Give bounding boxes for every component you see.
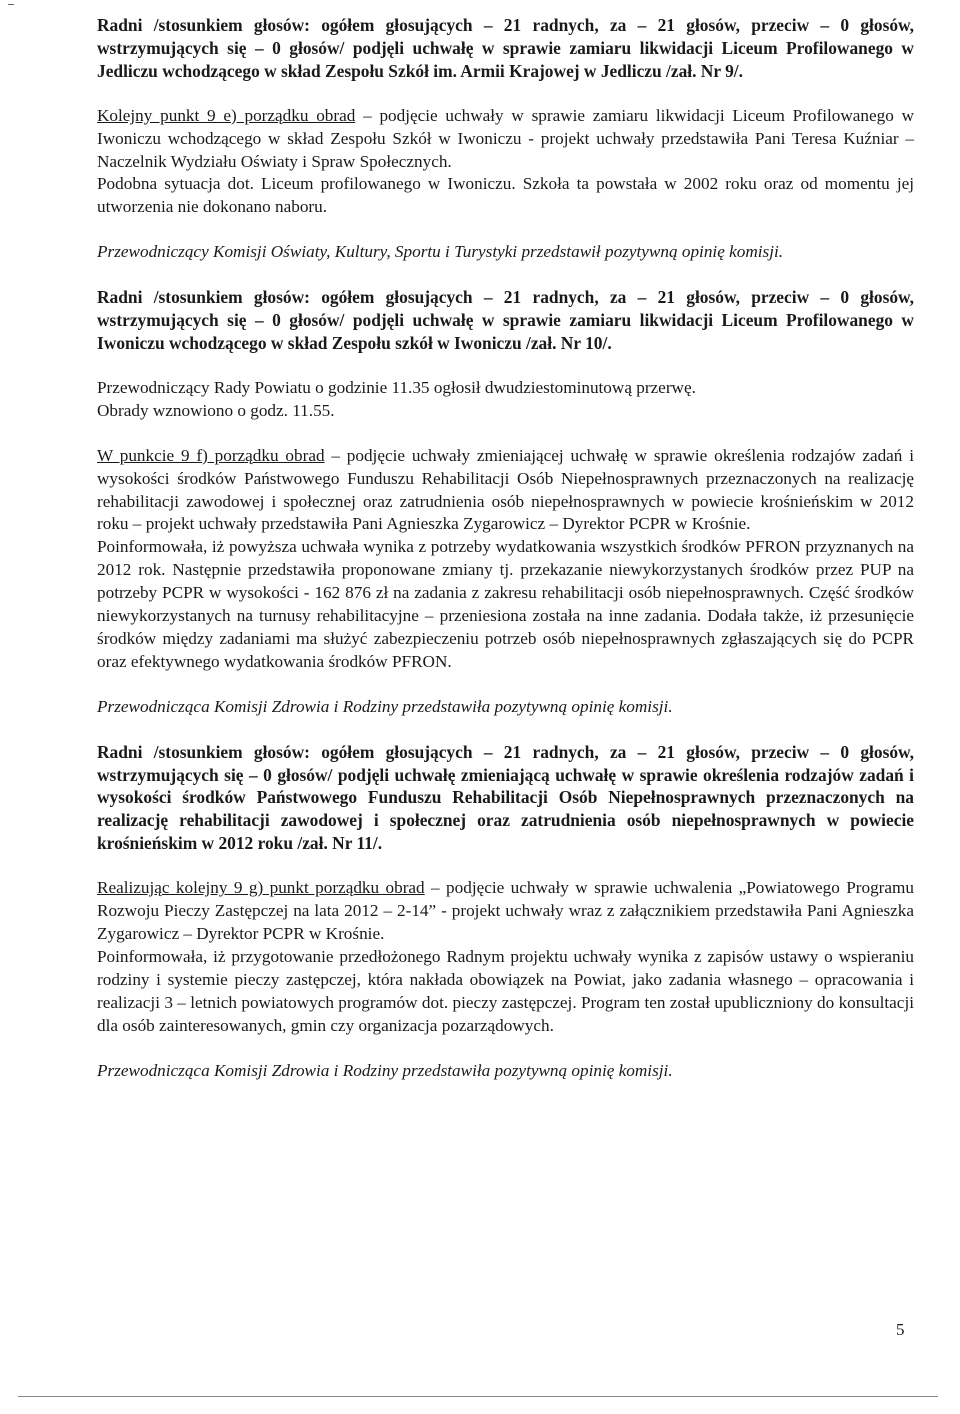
committee-opinion-paragraph: Przewodniczący Komisji Oświaty, Kultury, Sportu i Turystyki przedstawił pozytywną opinię komisji. [97,242,784,262]
footer-divider [18,1396,938,1397]
agenda-item-info: Poinformowała, iż powyższa uchwała wynika z potrzeby wydatkowania wszystkich środków PFRON przyznanych na 2012 rok. Następnie przedstawiła proponowane zmiany tj. przekazanie niewykorzystanych środków przez PUP na potrzeby PCPR w wysokości - 162 876 zł na zadania z zakresu rehabilitacji osób niepełnosprawnych. Część środków niewykorzystanych na turnusy rehabilitacyjne – przeniesiona została na inne zadania. Dodała także, iż przesunięcie środków między zadaniami ma służyć zabezpieczeniu potrzeb osób niepełnosprawnych zgłaszających się do PCPR oraz efektywnego wydatkowania środków PFRON. [97,537,914,671]
document-page [97,14,914,1082]
scan-mark [8,4,14,5]
break-announcement: Przewodniczący Rady Powiatu o godzinie 11.35 ogłosił dwudziestominutową przerwę. [97,377,696,397]
agenda-item-9e-paragraph [97,105,914,174]
agenda-item-lead: Realizując kolejny 9 g) punkt porządku obrad [97,878,425,898]
agenda-item-lead: W punkcie 9 f) porządku obrad [97,445,325,465]
agenda-item-text: – podjęcie uchwały w sprawie zamiaru likwidacji Liceum Profilowanego w Iwoniczu wchodzącego w skład Zespołu Szkół w Iwoniczu - projekt uchwały przedstawiła Pani Teresa Kuźniar – Naczelnik Wydziału Oświaty i Spraw Społecznych. [97,105,914,171]
vote-result-paragraph: Radni /stosunkiem głosów: ogółem głosujących – 21 radnych, za – 21 głosów, przeciw – 0 głosów, wstrzymujących się – 0 głosów/ podjęli uchwałę zmieniającą uchwałę w sprawie określenia rodzajów zadań i wysokości środków Państwowego Funduszu Rehabilitacji Osób Niepełnosprawnych przeznaczonych na realizację rehabilitacji zawodowej i społecznej oraz zatrudnienia osób niepełnosprawnych w powiecie krośnieńskim w 2012 roku /zał. Nr 11/. [97,741,914,854]
agenda-item-note: Podobna sytuacja dot. Liceum profilowanego w Iwoniczu. Szkoła ta powstała w 2002 roku oraz od momentu jej utworzenia nie dokonano naboru. [97,174,914,217]
agenda-item-9g-paragraph [97,877,914,946]
session-resumed: Obrady wznowiono o godz. 11.55. [97,400,335,420]
committee-opinion-paragraph: Przewodnicząca Komisji Zdrowia i Rodziny przedstawiła pozytywną opinię komisji. [97,696,673,716]
agenda-item-text: – podjęcie uchwały zmieniającej uchwałę w sprawie określenia rodzajów zadań i wysokości środków Państwowego Funduszu Rehabilitacji Osób Niepełnosprawnych przeznaczonych na realizację rehabilitacji zawodowej i społecznej oraz zatrudnienia osób niepełnosprawnych w powiecie krośnieńskim w 2012 roku – projekt uchwały przedstawiła Pani Agnieszka Zygarowicz – Dyrektor PCPR w Krośnie. [97,445,914,534]
agenda-item-9f-paragraph [97,445,914,537]
agenda-item-lead: Kolejny punkt 9 e) porządku obrad [97,105,356,125]
vote-result-paragraph: Radni /stosunkiem głosów: ogółem głosujących – 21 radnych, za – 21 głosów, przeciw – 0 głosów, wstrzymujących się – 0 głosów/ podjęli uchwałę w sprawie zamiaru likwidacji Liceum Profilowanego w Iwoniczu wchodzącego w skład Zespołu szkół w Iwoniczu /zał. Nr 10/. [97,287,914,353]
agenda-item-text: – podjęcie uchwały w sprawie uchwalenia „Powiatowego Programu Rozwoju Pieczy Zastępczej na lata 2012 – 2-14” - projekt uchwały wraz z załącznikiem przedstawiła Pani Agnieszka Zygarowicz – Dyrektor PCPR w Krośnie. [97,878,914,943]
agenda-item-info: Poinformowała, iż przygotowanie przedłożonego Radnym projektu uchwały wynika z zapisów ustawy o wspieraniu rodziny i systemie pieczy zastępczej, która nakłada obowiązek na Powiat, jako zadania własnego – opracowania i realizacji 3 – letnich powiatowych programów dot. pieczy zastępczej. Program ten został upubliczniony do konsultacji dla osób zainteresowanych, gmin czy organizacja pozarządowych. [97,946,914,1035]
committee-opinion-paragraph: Przewodnicząca Komisji Zdrowia i Rodziny przedstawiła pozytywną opinię komisji. [97,1060,673,1080]
page-number: 5 [896,1320,905,1339]
vote-result-paragraph: Radni /stosunkiem głosów: ogółem głosujących – 21 radnych, za – 21 głosów, przeciw – 0 głosów, wstrzymujących się – 0 głosów/ podjęli uchwałę w sprawie zamiaru likwidacji Liceum Profilowanego w Jedliczu wchodzącego w skład Zespołu Szkół im. Armii Krajowej w Jedliczu /zał. Nr 9/. [97,15,914,81]
